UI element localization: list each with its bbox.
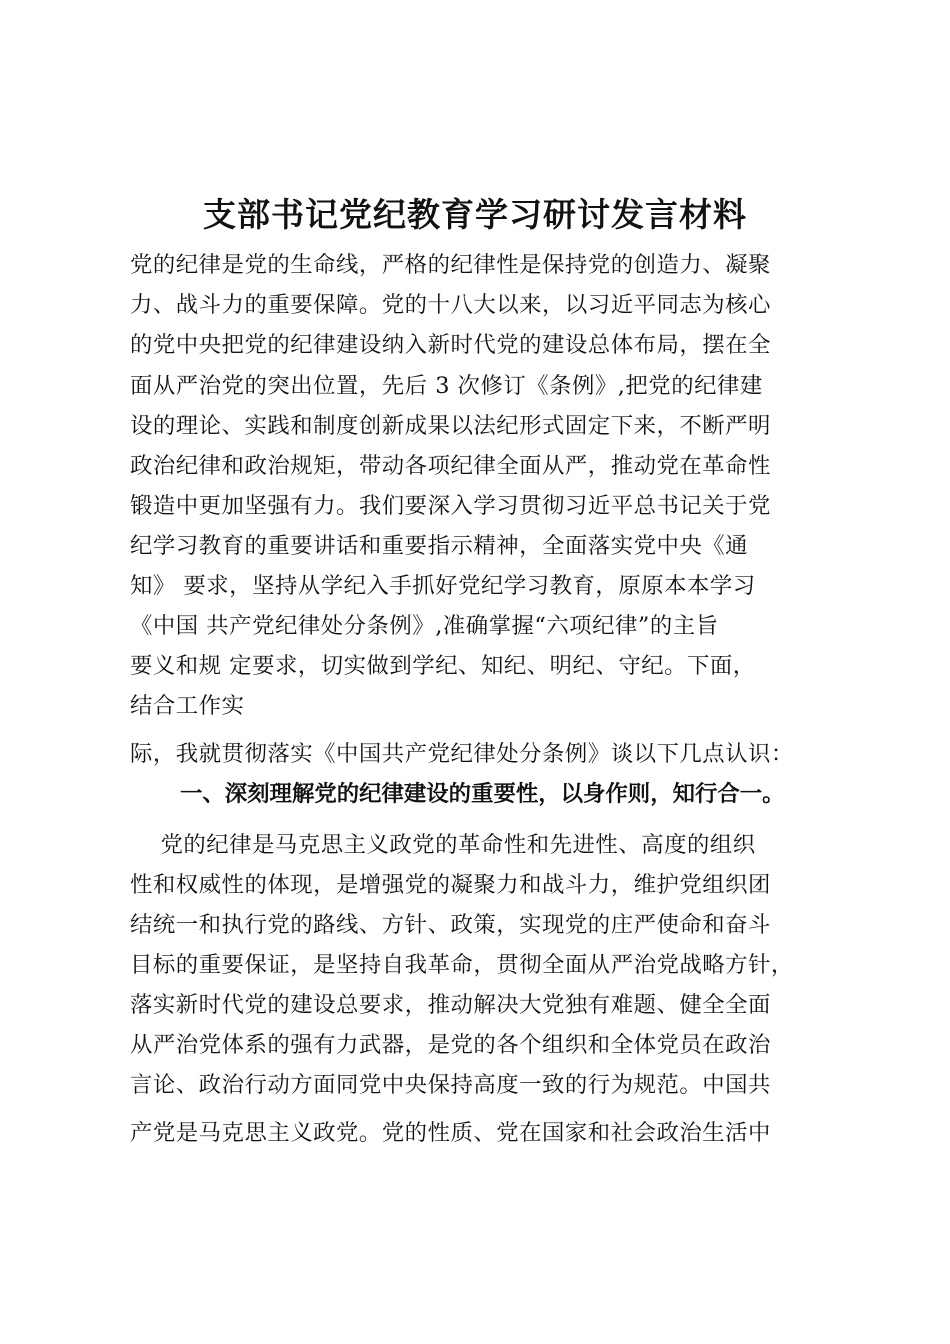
paragraph-line: 知》 要求，坚持从学纪入手抓好党纪学习教育，原原本本学习 <box>130 573 756 599</box>
paragraph-line: 纪学习教育的重要讲话和重要指示精神，全面落实党中央《通 <box>130 533 749 559</box>
paragraph-line: 要义和规 定要求，切实做到学纪、知纪、明纪、守纪。下面， <box>130 653 756 679</box>
paragraph-line: 党的纪律是党的生命线，严格的纪律性是保持党的创造力、凝聚 <box>130 252 771 278</box>
paragraph-line: 性和权威性的体现，是增强党的凝聚力和战斗力，维护党组织团 <box>130 872 771 898</box>
paragraph-line: 际，我就贯彻落实《中国共产党纪律处分条例》谈以下几点认识： <box>130 741 794 767</box>
section-heading: 一、深刻理解党的纪律建设的重要性，以身作则，知行合一。 <box>180 781 785 807</box>
paragraph-line: 《中国 共产党纪律处分条例》,准确掌握“六项纪律”的主旨 <box>130 613 719 639</box>
paragraph-line: 面从严治党的突出位置，先后 3 次修订《条例》,把党的纪律建 <box>130 373 763 399</box>
paragraph-line: 结统一和执行党的路线、方针、政策，实现党的庄严使命和奋斗 <box>130 912 771 938</box>
paragraph-line: 设的理论、实践和制度创新成果以法纪形式固定下来，不断严明 <box>130 413 771 439</box>
paragraph-line: 产党是马克思主义政党。党的性质、党在国家和社会政治生活中 <box>130 1120 771 1146</box>
paragraph-line: 目标的重要保证，是坚持自我革命，贯彻全面从严治党战略方针， <box>130 952 794 978</box>
paragraph-line: 党的纪律是马克思主义政党的革命性和先进性、高度的组织 <box>130 832 756 858</box>
document-title: 支部书记党纪教育学习研讨发言材料 <box>203 195 747 234</box>
paragraph-line: 落实新时代党的建设总要求，推动解决大党独有难题、健全全面 <box>130 992 771 1018</box>
paragraph-line: 言论、政治行动方面同党中央保持高度一致的行为规范。中国共 <box>130 1072 771 1098</box>
paragraph-line: 从严治党体系的强有力武器，是党的各个组织和全体党员在政治 <box>130 1032 771 1058</box>
paragraph-line: 结合工作实 <box>130 693 245 719</box>
paragraph-line: 锻造中更加坚强有力。我们要深入学习贯彻习近平总书记关于党 <box>130 493 771 519</box>
paragraph-line: 的党中央把党的纪律建设纳入新时代党的建设总体布局，摆在全 <box>130 332 771 358</box>
paragraph-line: 力、战斗力的重要保障。党的十八大以来，以习近平同志为核心 <box>130 292 771 318</box>
paragraph-line: 政治纪律和政治规矩，带动各项纪律全面从严，推动党在革命性 <box>130 453 771 479</box>
